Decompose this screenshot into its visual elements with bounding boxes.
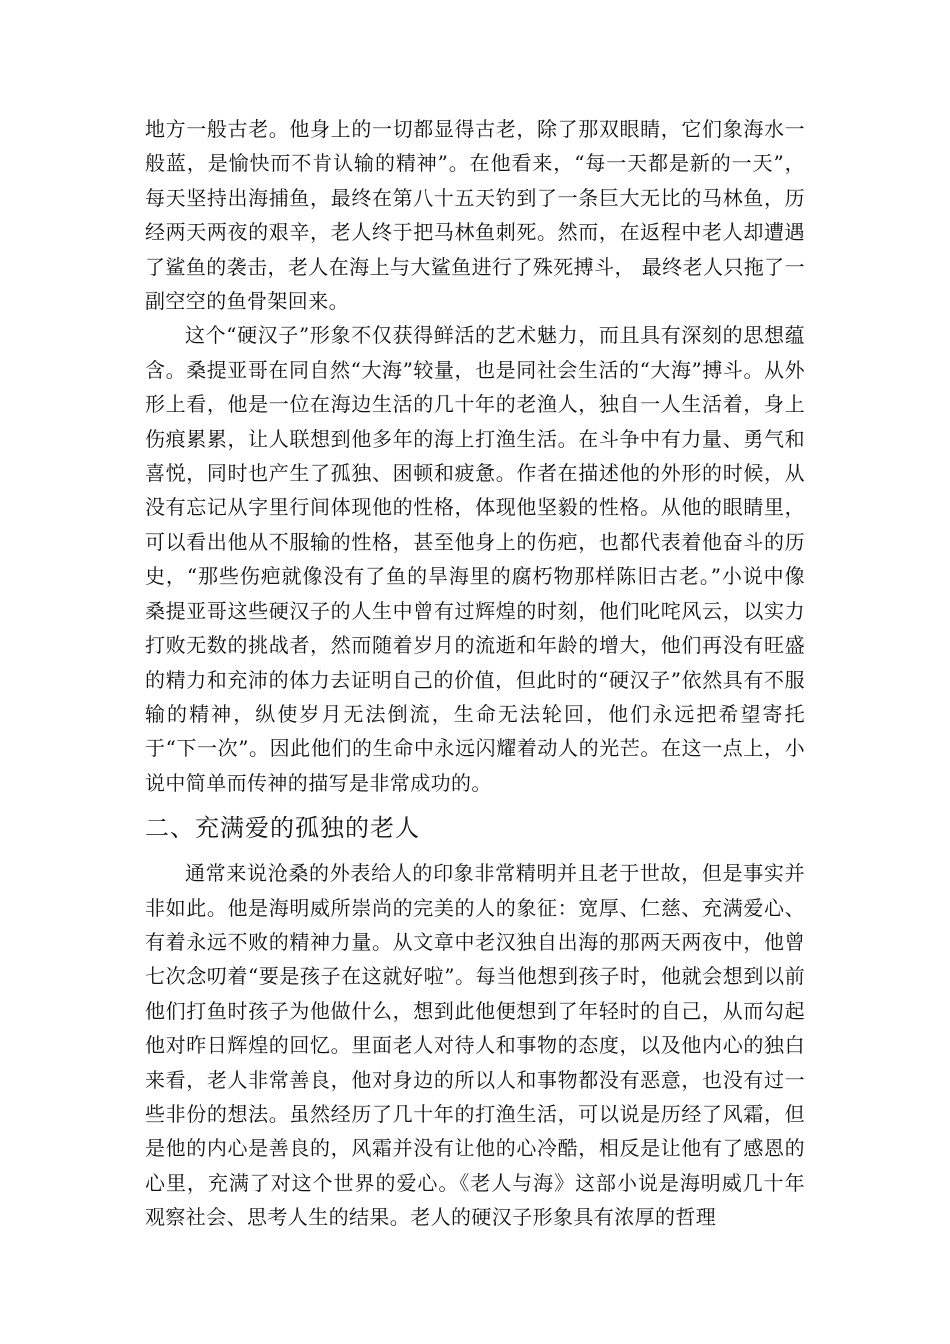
paragraph-old-man-description: 地方一般古老。他身上的一切都显得古老，除了那双眼睛，它们象海水一般蓝，是愉快而不肯认输的精神”。在他看来，“每一天都是新的一天”，每天坚持出海捕鱼，最终在第八十五天钓到了一条巨大无比的马林鱼，历经两天两夜的艰辛，老人终于把马林鱼刺死。然而，在返程中老人却遭遇了鲨鱼的袭击，老人在海上与大鲨鱼进行了殊死搏斗， 最终老人只拖了一副空空的鱼骨架回来。: [145, 117, 805, 314]
section-heading: 二、充满爱的孤独的老人: [145, 814, 420, 843]
paragraph-tough-guy-image: 这个“硬汉子”形象不仅获得鲜活的艺术魅力，而且具有深刻的思想蕴含。桑提亚哥在同自然“大海”较量，也是同社会生活的“大海”搏斗。从外形上看，他是一位在海边生活的几十年的老渔人，独自一人生活着，身上伤痕累累，让人联想到他多年的海上打渔生活。在斗争中有力量、勇气和喜悦，同时也产生了孤独、困顿和疲惫。作者在描述他的外形的时候，从没有忘记从字里行间体现他的性格，体现他坚毅的性格。从他的眼睛里，可以看出他从不服输的性格，甚至他身上的伤疤，也都代表着他奋斗的历史，“那些伤疤就像没有了鱼的旱海里的腐朽物那样陈旧古老。”小说中像桑提亚哥这些硬汉子的人生中曾有过辉煌的时刻，他们叱咤风云，以实力打败无数的挑战者，然而随着岁月的流逝和年龄的增大，他们再没有旺盛的精力和充沛的体力去证明自己的价值，但此时的“硬汉子”依然具有不服输的精神，纵使岁月无法倒流，生命无法轮回，他们永远把希望寄托于“下一次”。因此他们的生命中永远闪耀着动人的光芒。在这一点上，小说中简单而传神的描写是非常成功的。: [145, 323, 805, 795]
document-page: [145, 112, 805, 1235]
paragraph-lonely-loving-old-man: 通常来说沧桑的外表给人的印象非常精明并且老于世故，但是事实并非如此。他是海明威所崇尚的完美的人的象征：宽厚、仁慈、充满爱心、有着永远不败的精神力量。从文章中老汉独自出海的那两天两夜中，他曾七次念叨着“要是孩子在这就好啦”。每当他想到孩子时，他就会想到以前他们打鱼时孩子为他做什么，想到此他便想到了年轻时的自己，从而勾起他对昨日辉煌的回忆。里面老人对待人和事物的态度，以及他内心的独白来看，老人非常善良，他对身边的所以人和事物都没有恶意，也没有过一些非份的想法。虽然经历了几十年的打渔生活，可以说是历经了风霜，但是他的内心是善良的，风霜并没有让他的心冷酷，相反是让他有了感恩的心里，充满了对这个世界的爱心。《老人与海》这部小说是海明威几十年观察社会、思考人生的结果。老人的硬汉子形象具有浓厚的哲理: [145, 861, 805, 1230]
